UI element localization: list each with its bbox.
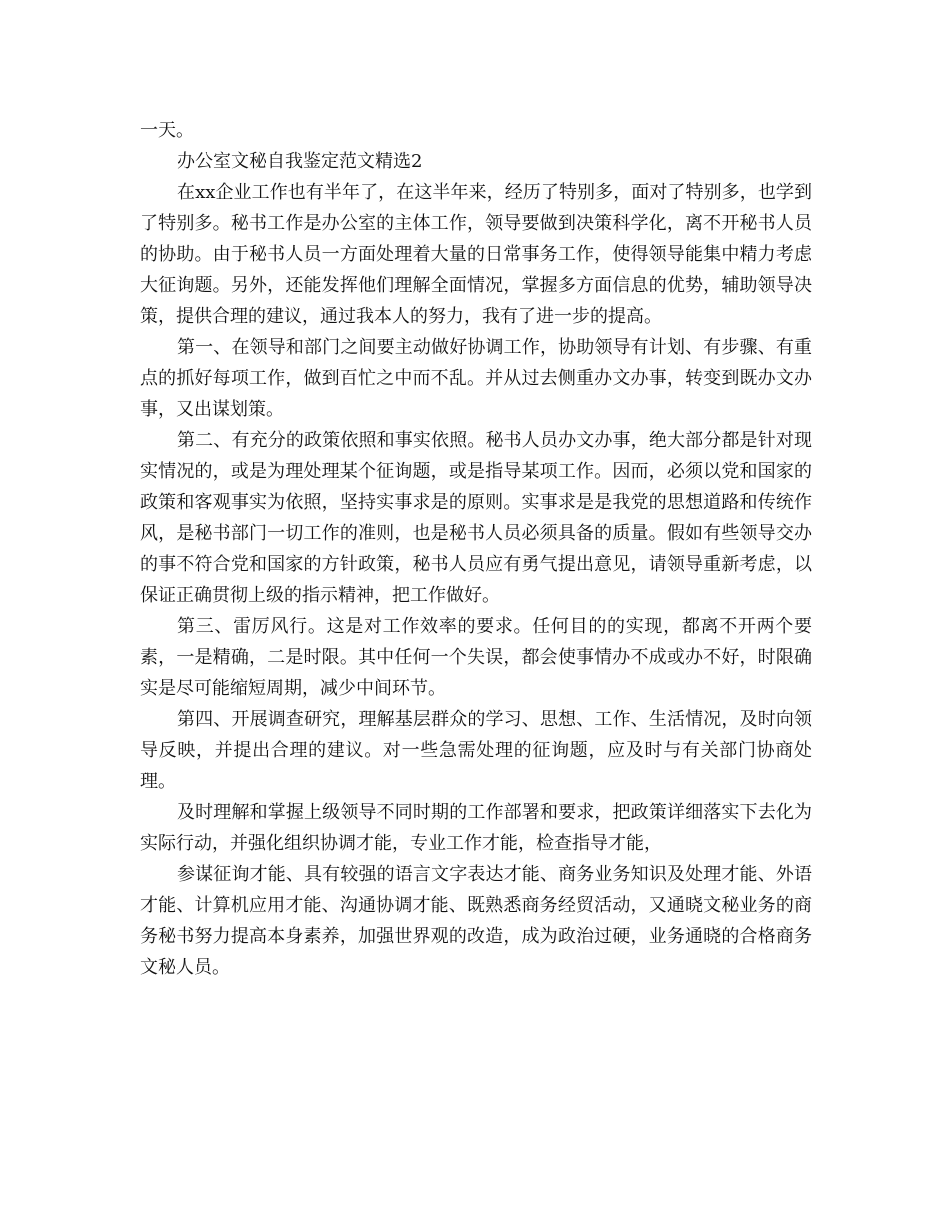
paragraph-point-2: 第二、有充分的政策依照和事实依照。秘书人员办文办事，绝大部分都是针对现实情况的，或是为理处理某个征询题，或是指导某项工作。因而，必须以党和国家的政策和客观事实为依照，坚持实事求是的原则。实事求是是我党的思想道路和传统作风，是秘书部门一切工作的准则，也是秘书人员必须具备的质量。假如有些领导交办的事不符合党和国家的方针政策，秘书人员应有勇气提出意见，请领导重新考虑，以保证正确贯彻上级的指示精神，把工作做好。 [140, 430, 812, 606]
paragraph-point-4: 第四、开展调查研究，理解基层群众的学习、思想、工作、生活情况，及时向领导反映，并提出合理的建议。对一些急需处理的征询题，应及时与有关部门协商处理。 [140, 709, 812, 792]
paragraph-continuation: 一天。 [140, 120, 194, 141]
document-page [140, 115, 812, 983]
paragraph-conclusion: 参谋征询才能、具有较强的语言文字表达才能、商务业务知识及处理才能、外语才能、计算机应用才能、沟通协调才能、既熟悉商务经贸活动，又通晓文秘业务的商务秘书努力提高本身素养，加强世界观的改造，成为政治过硬，业务通晓的合格商务文秘人员。 [140, 864, 812, 978]
paragraph-requirements: 及时理解和掌握上级领导不同时期的工作部署和要求，把政策详细落实下去化为实际行动，并强化组织协调才能，专业工作才能，检查指导才能， [140, 802, 812, 854]
paragraph-point-3: 第三、雷厉风行。这是对工作效率的要求。任何目的的实现，都离不开两个要素，一是精确，二是时限。其中任何一个失误，都会使事情办不成或办不好，时限确实是尽可能缩短周期，减少中间环节。 [140, 616, 812, 699]
paragraph-intro: 在xx企业工作也有半年了，在这半年来，经历了特别多，面对了特别多，也学到了特别多。秘书工作是办公室的主体工作，领导要做到决策科学化，离不开秘书人员的协助。由于秘书人员一方面处理着大量的日常事务工作，使得领导能集中精力考虑大征询题。另外，还能发挥他们理解全面情况，掌握多方面信息的优势，辅助领导决策，提供合理的建议，通过我本人的努力，我有了进一步的提高。 [140, 182, 812, 327]
section-heading: 办公室文秘自我鉴定范文精选2 [177, 151, 423, 172]
paragraph-point-1: 第一、在领导和部门之间要主动做好协调工作，协助领导有计划、有步骤、有重点的抓好每项工作，做到百忙之中而不乱。并从过去侧重办文办事，转变到既办文办事，又出谋划策。 [140, 337, 812, 420]
